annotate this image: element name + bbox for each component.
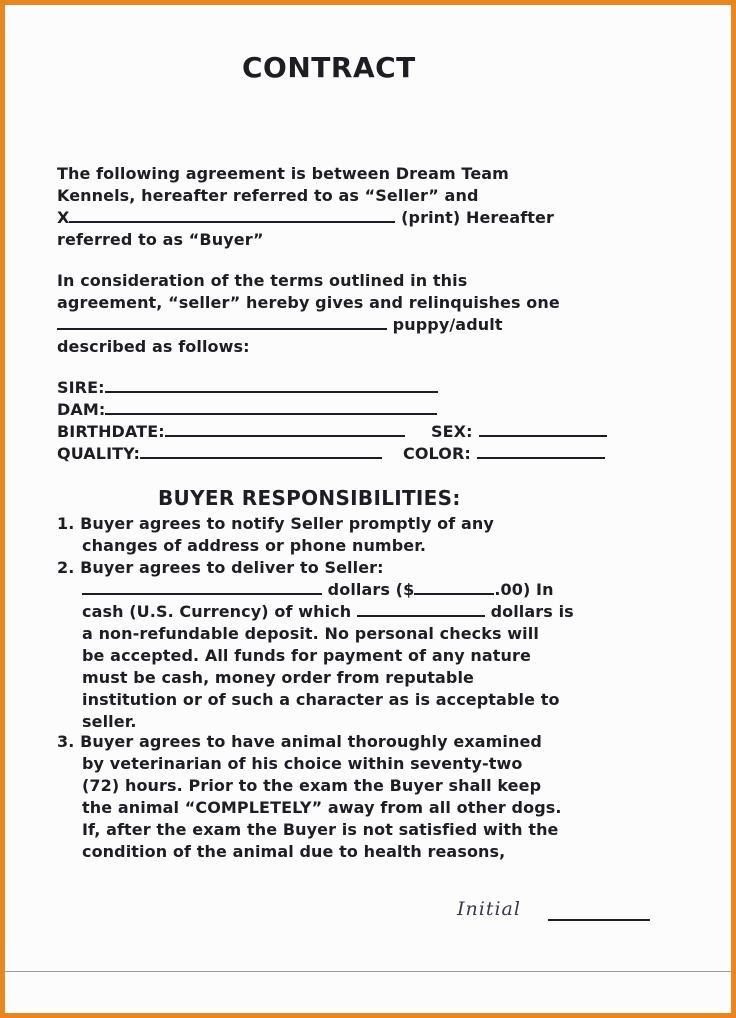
color-blank[interactable] (477, 443, 605, 459)
print-label: (print) Hereafter (395, 208, 555, 227)
quality-blank[interactable] (140, 443, 382, 459)
puppy-count-blank[interactable] (57, 314, 387, 330)
intro-line-2: Kennels, hereafter referred to as “Seller” and (57, 186, 479, 205)
intro-line-3 (57, 207, 554, 229)
cents-label: .00) In (494, 580, 554, 599)
quality-field-row (57, 443, 382, 465)
item-3-line-6: condition of the animal due to health reasons, (82, 842, 506, 861)
quality-label: QUALITY: (57, 444, 140, 463)
page-bottom-rule (5, 971, 731, 972)
dam-field-row (57, 399, 437, 421)
intro-line-1: The following agreement is between Dream Team (57, 164, 509, 183)
item-3-line-4: the animal “COMPLETELY” away from all other dogs. (82, 798, 562, 817)
item-2-line-4: a non-refundable deposit. No personal checks will (82, 624, 539, 643)
item-2-line-2 (82, 579, 554, 601)
amount-words-blank[interactable] (82, 579, 322, 595)
page-title: CONTRACT (242, 51, 416, 84)
sex-blank[interactable] (479, 421, 607, 437)
dam-label: DAM: (57, 400, 106, 419)
consideration-line-1: In consideration of the terms outlined in this (57, 271, 468, 290)
item-3-line-2: by veterinarian of his choice within seventy-two (82, 754, 523, 773)
item-3-line-5: If, after the exam the Buyer is not satisfied with the (82, 820, 559, 839)
consideration-line-4: described as follows: (57, 337, 250, 356)
dam-blank[interactable] (105, 399, 437, 415)
birthdate-label: BIRTHDATE: (57, 422, 165, 441)
contract-page (5, 5, 731, 1013)
item-2-line-6: must be cash, money order from reputable (82, 668, 474, 687)
color-label: COLOR: (403, 444, 471, 463)
sire-field-row (57, 377, 438, 399)
consideration-line-3 (57, 314, 503, 336)
initial-blank[interactable] (548, 919, 650, 921)
buyer-responsibilities-heading: BUYER RESPONSIBILITIES: (158, 486, 461, 510)
deposit-amount-blank[interactable] (357, 601, 485, 617)
item-2-line-7: institution or of such a character as is acceptable to (82, 690, 560, 709)
item-2-line-5: be accepted. All funds for payment of any nature (82, 646, 531, 665)
item-2-line-3 (82, 601, 574, 623)
sire-label: SIRE: (57, 378, 105, 397)
sex-label: SEX: (431, 422, 473, 441)
item-2-line-8: seller. (82, 712, 137, 731)
item-1-line-1: 1. Buyer agrees to notify Seller promptly of any (57, 514, 494, 533)
initial-handwritten-label: Initial (457, 898, 521, 920)
item-1-line-2: changes of address or phone number. (82, 536, 427, 555)
sex-field-row (431, 421, 607, 443)
birthdate-blank[interactable] (165, 421, 405, 437)
puppy-adult-label: puppy/adult (387, 315, 503, 334)
amount-number-blank[interactable] (414, 579, 494, 595)
color-field-row (403, 443, 605, 465)
sire-blank[interactable] (105, 377, 438, 393)
item-3-line-1: 3. Buyer agrees to have animal thoroughly examined (57, 732, 542, 751)
buyer-x-mark: X (57, 208, 70, 227)
item-2-line-1: 2. Buyer agrees to deliver to Seller: (57, 558, 384, 577)
cash-label: cash (U.S. Currency) of which (82, 602, 357, 621)
dollars-label: dollars ($ (322, 580, 415, 599)
deposit-dollars-label: dollars is (484, 602, 574, 621)
buyer-name-blank[interactable] (69, 207, 395, 223)
consideration-line-2: agreement, “seller” hereby gives and relinquishes one (57, 293, 560, 312)
intro-line-4: referred to as “Buyer” (57, 230, 264, 249)
birthdate-field-row (57, 421, 405, 443)
item-3-line-3: (72) hours. Prior to the exam the Buyer shall keep (82, 776, 542, 795)
